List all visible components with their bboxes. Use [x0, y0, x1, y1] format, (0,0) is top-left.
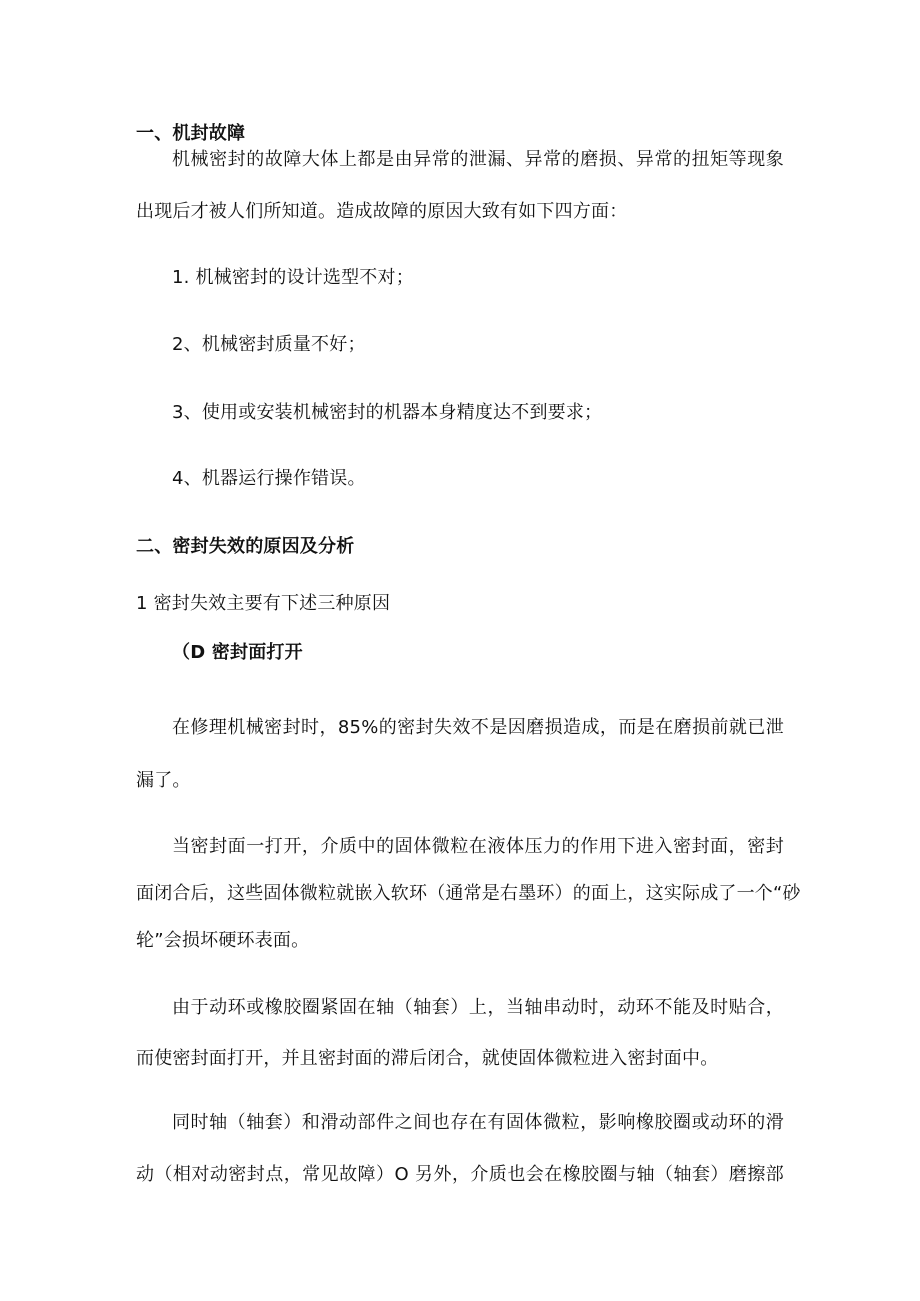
list-item-3: 3、使用或安装机械密封的机器本身精度达不到要求；	[172, 402, 603, 423]
section1-intro-line-2: 出现后才被人们所知道。造成故障的原因大致有如下四方面：	[136, 201, 628, 222]
list-item-1: 1. 机械密封的设计选型不对；	[172, 267, 414, 288]
paragraph-2-line-1: 当密封面一打开，介质中的固体微粒在液体压力的作用下进入密封面，密封	[172, 836, 784, 857]
section1-intro-line-1: 机械密封的故障大体上都是由异常的泄漏、异常的磨损、异常的扭矩等现象	[172, 149, 784, 170]
section-heading-mechanical-seal-failure: 一、机封故障	[136, 123, 246, 144]
subsection-heading-three-causes: 1 密封失效主要有下述三种原因	[136, 593, 391, 614]
paragraph-2-line-2: 面闭合后，这些固体微粒就嵌入软环（通常是右墨环）的面上，这实际成了一个“砂	[136, 883, 801, 904]
paragraph-3-line-2: 而使密封面打开，并且密封面的滞后闭合，就使固体微粒进入密封面中。	[136, 1048, 719, 1069]
list-item-4: 4、机器运行操作错误。	[172, 468, 366, 489]
paragraph-3-line-1: 由于动环或橡胶圈紧固在轴（轴套）上，当轴串动时，动环不能及时贴合，	[172, 997, 784, 1018]
paragraph-2-line-3: 轮”会损坏硬环表面。	[136, 930, 310, 951]
paragraph-4-line-1: 同时轴（轴套）和滑动部件之间也存在有固体微粒，影响橡胶圈或动环的滑	[172, 1112, 784, 1133]
paragraph-4-line-2: 动（相对动密封点，常见故障）O 另外，介质也会在橡胶圈与轴（轴套）磨擦部	[136, 1164, 784, 1185]
list-item-2: 2、机械密封质量不好；	[172, 334, 366, 355]
section-heading-seal-failure-analysis: 二、密封失效的原因及分析	[136, 536, 355, 557]
subsection-heading-seal-face-opening: （D 密封面打开	[172, 642, 303, 663]
paragraph-1-line-1: 在修理机械密封时，85%的密封失效不是因磨损造成，而是在磨损前就已泄	[172, 717, 784, 738]
paragraph-1-line-2: 漏了。	[136, 770, 191, 791]
